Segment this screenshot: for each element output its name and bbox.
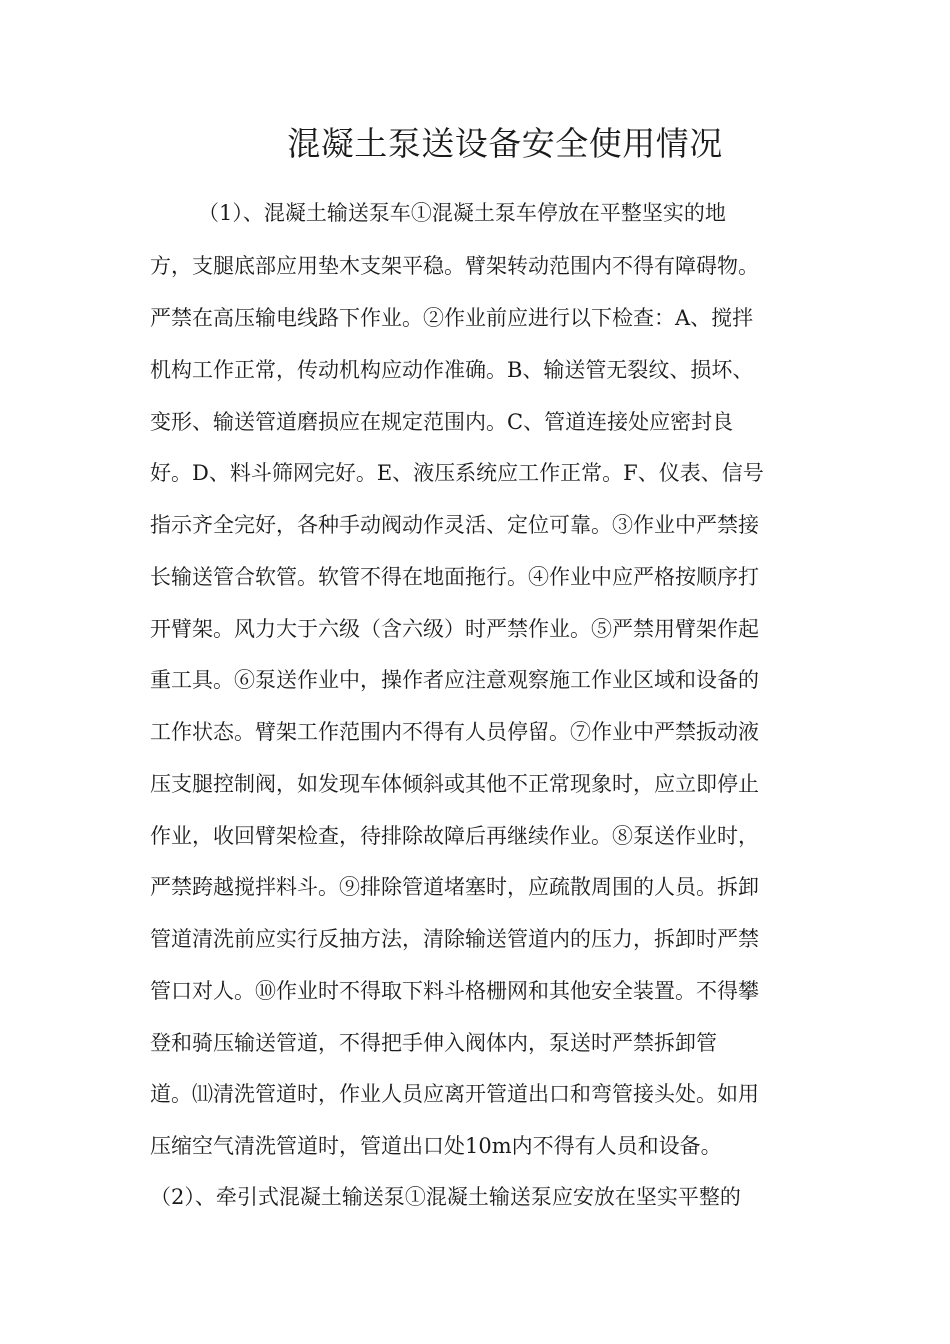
paragraph-line: 指示齐全完好，各种手动阀动作灵活、定位可靠。③作业中严禁接 xyxy=(150,513,759,537)
paragraph-line: 变形、输送管道磨损应在规定范围内。C、管道连接处应密封良 xyxy=(150,410,734,434)
paragraph-line: （2）、牵引式混凝土输送泵①混凝土输送泵应安放在坚实平整的 xyxy=(150,1185,741,1209)
paragraph-line: 工作状态。臂架工作范围内不得有人员停留。⑦作业中严禁扳动液 xyxy=(150,720,759,744)
paragraph-line: 登和骑压输送管道，不得把手伸入阀体内，泵送时严禁拆卸管 xyxy=(150,1031,717,1055)
paragraph-line: 开臂架。风力大于六级（含六级）时严禁作业。⑤严禁用臂架作起 xyxy=(150,617,759,641)
paragraph-line: 压支腿控制阀，如发现车体倾斜或其他不正常现象时，应立即停止 xyxy=(150,772,759,796)
paragraph-line: 严禁在高压输电线路下作业。②作业前应进行以下检查：A、搅拌 xyxy=(150,306,754,330)
paragraph-line: 好。D、料斗筛网完好。E、液压系统应工作正常。F、仪表、信号 xyxy=(150,461,764,485)
paragraph-line: 重工具。⑥泵送作业中，操作者应注意观察施工作业区域和设备的 xyxy=(150,668,759,692)
paragraph-line: 严禁跨越搅拌料斗。⑨排除管道堵塞时，应疏散周围的人员。拆卸 xyxy=(150,875,759,899)
paragraph-line: 作业，收回臂架检查，待排除故障后再继续作业。⑧泵送作业时， xyxy=(150,824,759,848)
paragraph-line: 道。⑾清洗管道时，作业人员应离开管道出口和弯管接头处。如用 xyxy=(150,1082,759,1106)
paragraph-line: 压缩空气清洗管道时，管道出口处10m内不得有人员和设备。 xyxy=(150,1134,722,1158)
paragraph-line: 方，支腿底部应用垫木支架平稳。臂架转动范围内不得有障碍物。 xyxy=(150,254,759,278)
document-title: 混凝土泵送设备安全使用情况 xyxy=(287,124,723,163)
paragraph-line: 长输送管合软管。软管不得在地面拖行。④作业中应严格按顺序打 xyxy=(150,565,759,589)
paragraph-line: 机构工作正常，传动机构应动作准确。B、输送管无裂纹、损坏、 xyxy=(150,358,754,382)
paragraph-line: （1）、混凝土输送泵车①混凝土泵车停放在平整坚实的地 xyxy=(198,201,726,225)
paragraph-line: 管道清洗前应实行反抽方法，清除输送管道内的压力，拆卸时严禁 xyxy=(150,927,759,951)
paragraph-line: 管口对人。⑩作业时不得取下料斗格栅网和其他安全装置。不得攀 xyxy=(150,979,759,1003)
